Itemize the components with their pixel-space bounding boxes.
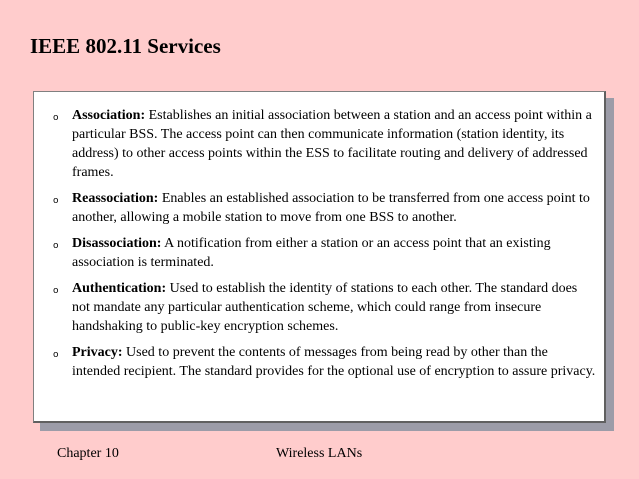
- content-box: [33, 91, 606, 423]
- description-association: Establishes an initial association between a station and an access point within a particular BSS. The access point can then communicate information (station identity, its address) to other access points within the ESS to facilitate routing and delivery of addressed frames.: [72, 108, 592, 180]
- bullet-icon: o: [53, 350, 59, 360]
- footer-chapter: Chapter 10: [57, 446, 119, 461]
- bullet-icon: o: [53, 286, 59, 296]
- footer-topic: Wireless LANs: [276, 446, 363, 461]
- term-disassociation: Disassociation:: [72, 236, 162, 251]
- description-authentication: Used to establish the identity of stations to each other. The standard does not mandate any particular authentication scheme, which could range from insecure handshaking to public-key encryption schemes.: [72, 281, 578, 334]
- bullet-icon: o: [53, 196, 59, 206]
- term-association: Association:: [72, 108, 146, 123]
- description-reassociation: Enables an established association to be transferred from one access point to another, allowing a mobile station to move from one BSS to another.: [72, 191, 590, 225]
- list-item-reassociation: [34, 189, 604, 227]
- list-item-privacy: [34, 343, 604, 381]
- bullet-icon: o: [53, 241, 59, 251]
- list-item-association: [34, 106, 604, 182]
- description-disassociation: A notification from either a station or an access point that an existing association is terminated.: [72, 236, 551, 270]
- slide-title: IEEE 802.11 Services: [30, 34, 221, 58]
- term-privacy: Privacy:: [72, 345, 123, 360]
- services-list: [34, 106, 604, 388]
- bullet-icon: o: [53, 113, 59, 123]
- term-authentication: Authentication:: [72, 281, 167, 296]
- list-item-disassociation: [34, 234, 604, 272]
- list-item-authentication: [34, 279, 604, 336]
- term-reassociation: Reassociation:: [72, 191, 159, 206]
- description-privacy: Used to prevent the contents of messages from being read by other than the intended recipient. The standard provides for the optional use of encryption to assure privacy.: [72, 345, 596, 379]
